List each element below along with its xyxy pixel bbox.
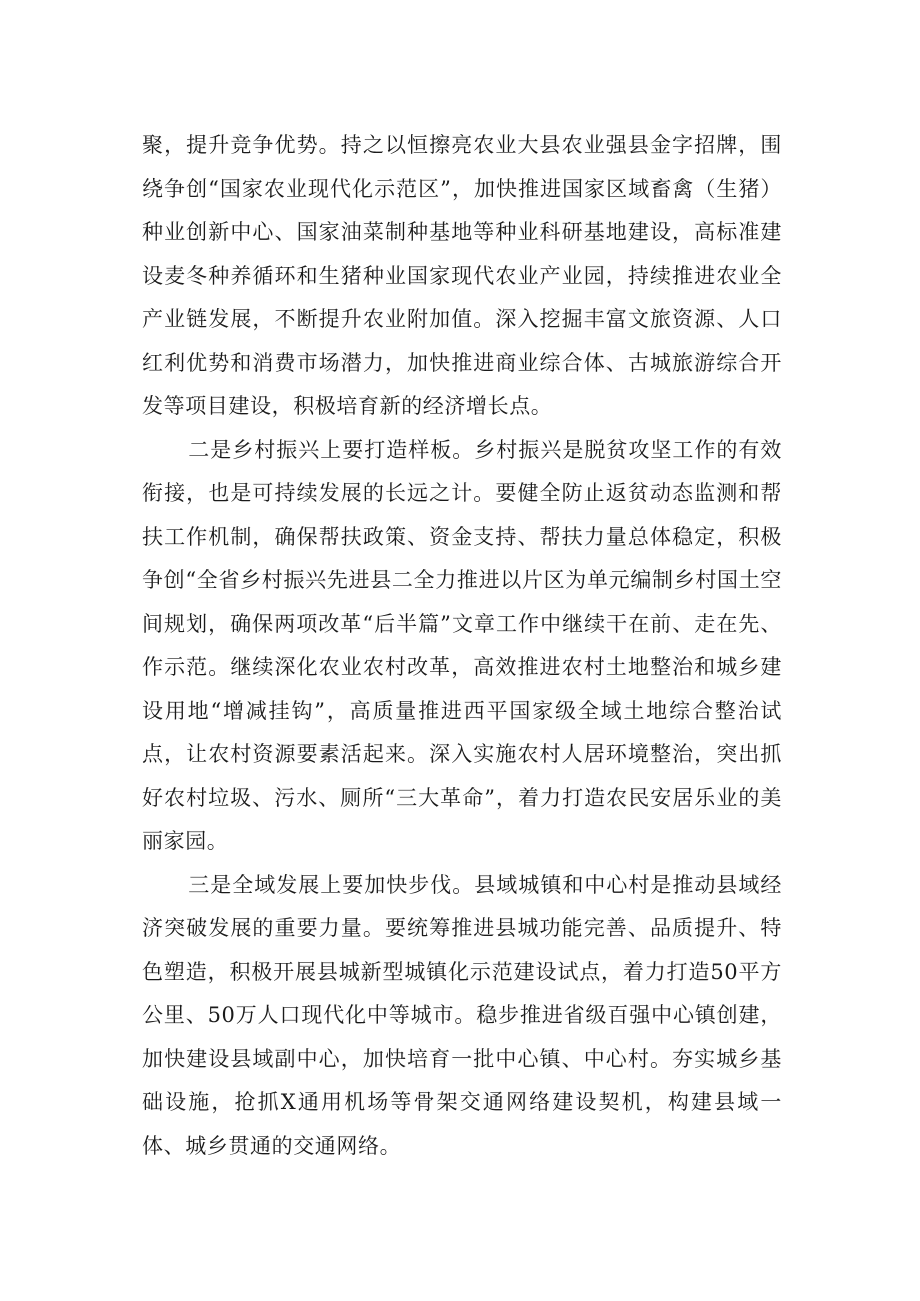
document-body: [142, 124, 782, 1168]
paragraph-continuation: 聚，提升竞争优势。持之以恒擦亮农业大县农业强县金字招牌，围绕争创“国家农业现代化示范区”，加快推进国家区域畜禽（生猪）种业创新中心、国家油菜制种基地等种业科研基地建设，高标准建设麦冬种养循环和生猪种业国家现代农业产业园，持续推进农业全产业链发展，不断提升农业附加值。深入挖掘丰富文旅资源、人口红利优势和消费市场潜力，加快推进商业综合体、古城旅游综合开发等项目建设，积极培育新的经济增长点。: [142, 133, 782, 418]
paragraph-regional-development: 三是全域发展上要加快步伐。县域城镇和中心村是推动县域经济突破发展的重要力量。要统筹推进县城功能完善、品质提升、特色塑造，积极开展县城新型城镇化示范建设试点，着力打造50平方公里、50万人口现代化中等城市。稳步推进省级百强中心镇创建，加快建设县域副中心，加快培育一批中心镇、中心村。夯实城乡基础设施，抢抓X通用机场等骨架交通网络建设契机，构建县域一体、城乡贯通的交通网络。: [142, 872, 782, 1158]
paragraph-rural-revitalization: 二是乡村振兴上要打造样板。乡村振兴是脱贫攻坚工作的有效衔接，也是可持续发展的长远之计。要健全防止返贫动态监测和帮扶工作机制，确保帮扶政策、资金支持、帮扶力量总体稳定，积极争创“全省乡村振兴先进县二全力推进以片区为单元编制乡村国土空间规划，确保两项改革“后半篇”文章工作中继续干在前、走在先、作示范。继续深化农业农村改革，高效推进农村土地整治和城乡建设用地“增减挂钩”，高质量推进西平国家级全域土地综合整治试点，让农村资源要素活起来。深入实施农村人居环境整治，突出抓好农村垃圾、污水、厕所“三大革命”，着力打造农民安居乐业的美丽家园。: [142, 437, 782, 853]
